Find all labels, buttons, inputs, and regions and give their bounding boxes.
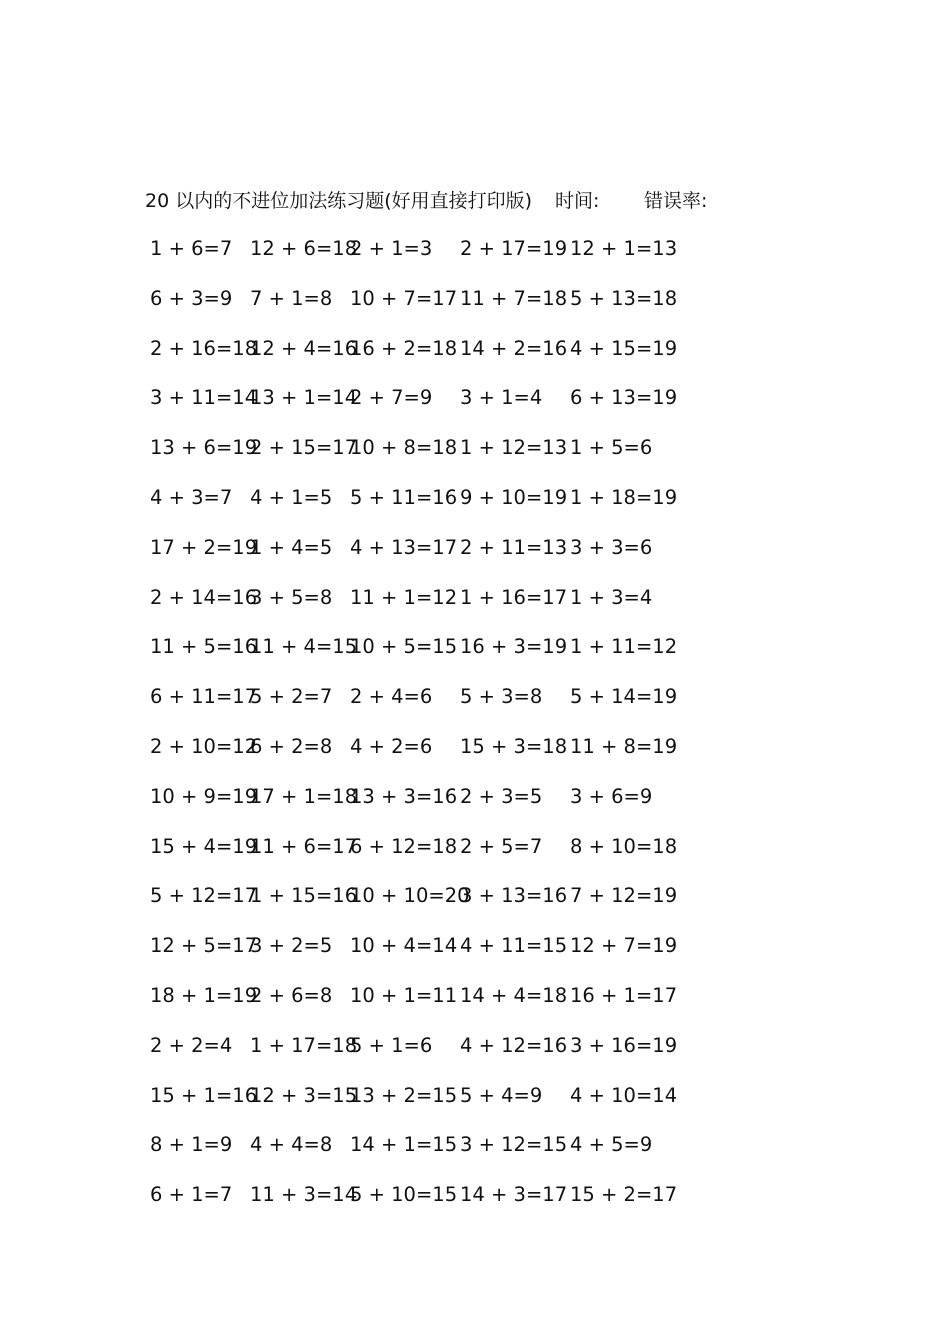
problem-item: 10 + 4=14 [350, 934, 458, 958]
problem-item: 3 + 6=9 [570, 784, 653, 808]
problem-item: 12 + 1=13 [570, 237, 678, 260]
problem-item: 2 + 4=6 [350, 685, 433, 709]
problem-item: 2 + 7=9 [350, 386, 433, 410]
problem-item: 2 + 1=3 [350, 237, 433, 260]
problem-item: 3 + 12=15 [460, 1133, 568, 1157]
problem-item: 16 + 3=19 [460, 635, 568, 659]
problem-item: 3 + 3=6 [570, 535, 653, 559]
problem-item: 15 + 4=19 [150, 834, 258, 858]
problem-item: 6 + 2=8 [250, 734, 333, 758]
problem-row [0, 782, 950, 832]
problem-item: 17 + 2=19 [150, 535, 258, 559]
problem-item: 11 + 7=18 [460, 286, 568, 310]
problem-item: 10 + 10=20 [350, 884, 470, 908]
problem-item: 6 + 11=17 [150, 685, 258, 709]
problem-item: 16 + 2=18 [350, 336, 458, 360]
problem-row [0, 1130, 950, 1180]
problem-item: 14 + 2=16 [460, 336, 568, 360]
problem-item: 5 + 12=17 [150, 884, 258, 908]
problem-item: 18 + 1=19 [150, 983, 258, 1007]
error-rate-label: 错误率: [644, 190, 708, 212]
problem-item: 6 + 1=7 [150, 1183, 233, 1207]
problem-item: 13 + 1=14 [250, 386, 358, 410]
problem-item: 4 + 15=19 [570, 336, 678, 360]
problem-item: 15 + 1=16 [150, 1083, 258, 1107]
time-label: 时间: [555, 190, 600, 212]
problem-item: 11 + 3=14 [250, 1183, 358, 1207]
problem-item: 5 + 1=6 [350, 1033, 433, 1057]
problem-item: 4 + 1=5 [250, 485, 333, 509]
problem-row [0, 832, 950, 882]
problem-row [0, 533, 950, 583]
problem-item: 1 + 17=18 [250, 1033, 358, 1057]
problem-item: 11 + 5=16 [150, 635, 258, 659]
problem-item: 3 + 16=19 [570, 1033, 678, 1057]
problem-item: 11 + 1=12 [350, 585, 458, 609]
problem-item: 1 + 3=4 [570, 585, 653, 609]
problem-item: 2 + 6=8 [250, 983, 333, 1007]
problem-item: 10 + 5=15 [350, 635, 458, 659]
problem-item: 12 + 6=18 [250, 237, 358, 260]
problem-item: 14 + 1=15 [350, 1133, 458, 1157]
problem-row [0, 1081, 950, 1131]
problem-row [0, 931, 950, 981]
problem-item: 13 + 6=19 [150, 436, 258, 460]
problem-item: 13 + 3=16 [350, 784, 458, 808]
problem-item: 12 + 7=19 [570, 934, 678, 958]
problem-item: 4 + 5=9 [570, 1133, 653, 1157]
problem-item: 15 + 2=17 [570, 1183, 678, 1207]
problem-row [0, 284, 950, 334]
problem-item: 4 + 2=6 [350, 734, 433, 758]
problem-item: 16 + 1=17 [570, 983, 678, 1007]
problem-item: 5 + 11=16 [350, 485, 458, 509]
problem-item: 8 + 1=9 [150, 1133, 233, 1157]
problem-item: 2 + 11=13 [460, 535, 568, 559]
problem-item: 5 + 2=7 [250, 685, 333, 709]
problem-row [0, 732, 950, 782]
problem-item: 2 + 16=18 [150, 336, 258, 360]
problem-item: 2 + 14=16 [150, 585, 258, 609]
problem-item: 12 + 4=16 [250, 336, 358, 360]
problem-row [0, 632, 950, 682]
problem-grid [0, 234, 950, 1230]
problem-item: 5 + 10=15 [350, 1183, 458, 1207]
problem-item: 15 + 3=18 [460, 734, 568, 758]
problem-item: 7 + 1=8 [250, 286, 333, 310]
problem-item: 4 + 10=14 [570, 1083, 678, 1107]
problem-item: 4 + 4=8 [250, 1133, 333, 1157]
problem-item: 12 + 5=17 [150, 934, 258, 958]
problem-item: 2 + 5=7 [460, 834, 543, 858]
problem-item: 5 + 14=19 [570, 685, 678, 709]
problem-item: 1 + 5=6 [570, 436, 653, 460]
problem-item: 1 + 6=7 [150, 237, 233, 260]
problem-item: 4 + 11=15 [460, 934, 568, 958]
problem-item: 3 + 13=16 [460, 884, 568, 908]
problem-row [0, 682, 950, 732]
problem-item: 5 + 3=8 [460, 685, 543, 709]
problem-item: 3 + 11=14 [150, 386, 258, 410]
problem-item: 12 + 3=15 [250, 1083, 358, 1107]
problem-item: 5 + 13=18 [570, 286, 678, 310]
problem-item: 10 + 8=18 [350, 436, 458, 460]
problem-item: 3 + 5=8 [250, 585, 333, 609]
problem-item: 10 + 1=11 [350, 983, 458, 1007]
problem-item: 11 + 6=17 [250, 834, 358, 858]
problem-item: 4 + 3=7 [150, 485, 233, 509]
problem-row [0, 583, 950, 633]
problem-row [0, 433, 950, 483]
problem-item: 1 + 16=17 [460, 585, 568, 609]
problem-item: 5 + 4=9 [460, 1083, 543, 1107]
problem-item: 6 + 12=18 [350, 834, 458, 858]
problem-item: 1 + 18=19 [570, 485, 678, 509]
problem-item: 3 + 2=5 [250, 934, 333, 958]
problem-item: 11 + 4=15 [250, 635, 358, 659]
problem-item: 6 + 3=9 [150, 286, 233, 310]
problem-item: 4 + 13=17 [350, 535, 458, 559]
problem-item: 2 + 2=4 [150, 1033, 233, 1057]
problem-item: 13 + 2=15 [350, 1083, 458, 1107]
worksheet-title: 20 以内的不进位加法练习题(好用直接打印版) [145, 190, 533, 212]
problem-item: 10 + 9=19 [150, 784, 258, 808]
problem-item: 11 + 8=19 [570, 734, 678, 758]
problem-item: 7 + 12=19 [570, 884, 678, 908]
problem-row [0, 383, 950, 433]
problem-row [0, 1180, 950, 1230]
worksheet-header [145, 186, 845, 216]
problem-item: 3 + 1=4 [460, 386, 543, 410]
problem-item: 17 + 1=18 [250, 784, 358, 808]
problem-item: 2 + 17=19 [460, 237, 568, 260]
problem-item: 6 + 13=19 [570, 386, 678, 410]
problem-item: 2 + 10=12 [150, 734, 258, 758]
problem-item: 10 + 7=17 [350, 286, 458, 310]
problem-item: 14 + 4=18 [460, 983, 568, 1007]
problem-item: 2 + 3=5 [460, 784, 543, 808]
problem-item: 4 + 12=16 [460, 1033, 568, 1057]
problem-row [0, 334, 950, 384]
problem-item: 14 + 3=17 [460, 1183, 568, 1207]
problem-row [0, 483, 950, 533]
problem-item: 9 + 10=19 [460, 485, 568, 509]
problem-item: 1 + 11=12 [570, 635, 678, 659]
problem-item: 1 + 12=13 [460, 436, 568, 460]
problem-row [0, 1031, 950, 1081]
problem-item: 8 + 10=18 [570, 834, 678, 858]
problem-item: 1 + 15=16 [250, 884, 358, 908]
problem-item: 2 + 15=17 [250, 436, 358, 460]
problem-row [0, 881, 950, 931]
problem-row [0, 981, 950, 1031]
problem-row [0, 234, 950, 284]
problem-item: 1 + 4=5 [250, 535, 333, 559]
